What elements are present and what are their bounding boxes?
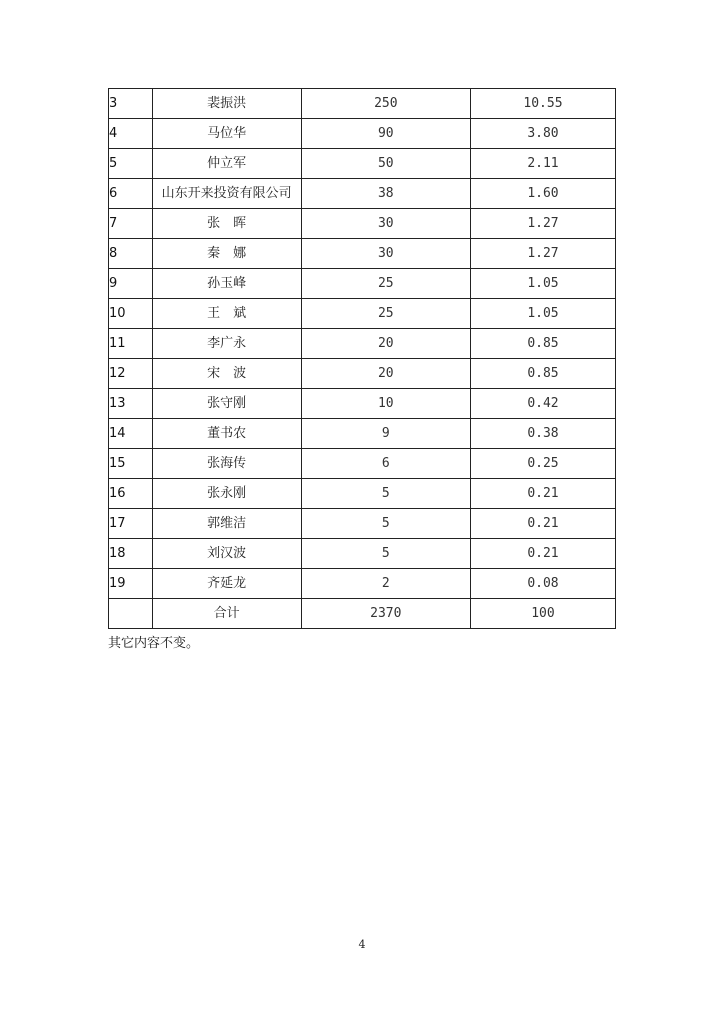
row-index-cell: 15 xyxy=(109,449,153,479)
shareholder-name-cell: 秦 娜 xyxy=(152,239,301,269)
contribution-amount-cell: 2370 xyxy=(301,599,470,629)
shareholder-name-cell: 裴振洪 xyxy=(152,89,301,119)
shareholder-name-cell: 仲立军 xyxy=(152,149,301,179)
share-percent-cell: 0.42 xyxy=(470,389,615,419)
shareholder-table-body xyxy=(109,89,616,629)
row-index-cell: 7 xyxy=(109,209,153,239)
share-percent-cell: 1.05 xyxy=(470,269,615,299)
contribution-amount-cell: 25 xyxy=(301,269,470,299)
shareholder-name-cell: 李广永 xyxy=(152,329,301,359)
shareholder-name-cell: 刘汉波 xyxy=(152,539,301,569)
shareholder-name-cell: 马位华 xyxy=(152,119,301,149)
shareholder-name-cell: 王 斌 xyxy=(152,299,301,329)
table-row xyxy=(109,389,616,419)
shareholder-name-cell: 山东开来投资有限公司 xyxy=(152,179,301,209)
table-total-row xyxy=(109,599,616,629)
table-row xyxy=(109,89,616,119)
row-index-cell: 11 xyxy=(109,329,153,359)
table-row xyxy=(109,509,616,539)
share-percent-cell: 0.21 xyxy=(470,509,615,539)
row-index-cell: 17 xyxy=(109,509,153,539)
row-index-cell: 6 xyxy=(109,179,153,209)
table-row xyxy=(109,209,616,239)
shareholder-name-cell: 齐延龙 xyxy=(152,569,301,599)
contribution-amount-cell: 90 xyxy=(301,119,470,149)
shareholder-table xyxy=(108,88,616,629)
share-percent-cell: 100 xyxy=(470,599,615,629)
contribution-amount-cell: 38 xyxy=(301,179,470,209)
contribution-amount-cell: 20 xyxy=(301,359,470,389)
row-index-cell: 5 xyxy=(109,149,153,179)
row-index-cell xyxy=(109,599,153,629)
contribution-amount-cell: 30 xyxy=(301,209,470,239)
row-index-cell: 16 xyxy=(109,479,153,509)
share-percent-cell: 0.85 xyxy=(470,359,615,389)
contribution-amount-cell: 10 xyxy=(301,389,470,419)
row-index-cell: 18 xyxy=(109,539,153,569)
row-index-cell: 10 xyxy=(109,299,153,329)
shareholder-name-cell: 张守刚 xyxy=(152,389,301,419)
row-index-cell: 9 xyxy=(109,269,153,299)
row-index-cell: 14 xyxy=(109,419,153,449)
table-row xyxy=(109,119,616,149)
row-index-cell: 8 xyxy=(109,239,153,269)
share-percent-cell: 0.08 xyxy=(470,569,615,599)
row-index-cell: 4 xyxy=(109,119,153,149)
shareholder-name-cell: 宋 波 xyxy=(152,359,301,389)
contribution-amount-cell: 250 xyxy=(301,89,470,119)
table-row xyxy=(109,239,616,269)
shareholder-name-cell: 董书农 xyxy=(152,419,301,449)
table-row xyxy=(109,569,616,599)
shareholder-name-cell: 孙玉峰 xyxy=(152,269,301,299)
shareholder-name-cell: 张 晖 xyxy=(152,209,301,239)
contribution-amount-cell: 6 xyxy=(301,449,470,479)
row-index-cell: 19 xyxy=(109,569,153,599)
contribution-amount-cell: 5 xyxy=(301,539,470,569)
contribution-amount-cell: 2 xyxy=(301,569,470,599)
contribution-amount-cell: 5 xyxy=(301,509,470,539)
share-percent-cell: 1.27 xyxy=(470,209,615,239)
contribution-amount-cell: 25 xyxy=(301,299,470,329)
table-row xyxy=(109,149,616,179)
table-row xyxy=(109,479,616,509)
contribution-amount-cell: 9 xyxy=(301,419,470,449)
page-number: 4 xyxy=(358,938,366,951)
share-percent-cell: 10.55 xyxy=(470,89,615,119)
row-index-cell: 12 xyxy=(109,359,153,389)
shareholder-name-cell: 郭维洁 xyxy=(152,509,301,539)
table-row xyxy=(109,179,616,209)
share-percent-cell: 0.85 xyxy=(470,329,615,359)
share-percent-cell: 2.11 xyxy=(470,149,615,179)
table-row xyxy=(109,449,616,479)
row-index-cell: 13 xyxy=(109,389,153,419)
shareholder-name-cell: 张永刚 xyxy=(152,479,301,509)
table-row xyxy=(109,299,616,329)
table-row xyxy=(109,539,616,569)
table-row xyxy=(109,419,616,449)
share-percent-cell: 1.27 xyxy=(470,239,615,269)
share-percent-cell: 0.21 xyxy=(470,539,615,569)
table-row xyxy=(109,269,616,299)
share-percent-cell: 0.38 xyxy=(470,419,615,449)
share-percent-cell: 0.21 xyxy=(470,479,615,509)
closing-note: 其它内容不变。 xyxy=(108,636,200,651)
contribution-amount-cell: 30 xyxy=(301,239,470,269)
share-percent-cell: 0.25 xyxy=(470,449,615,479)
contribution-amount-cell: 5 xyxy=(301,479,470,509)
contribution-amount-cell: 20 xyxy=(301,329,470,359)
share-percent-cell: 3.80 xyxy=(470,119,615,149)
table-row xyxy=(109,359,616,389)
share-percent-cell: 1.60 xyxy=(470,179,615,209)
shareholder-name-cell: 合计 xyxy=(152,599,301,629)
row-index-cell: 3 xyxy=(109,89,153,119)
share-percent-cell: 1.05 xyxy=(470,299,615,329)
shareholder-name-cell: 张海传 xyxy=(152,449,301,479)
contribution-amount-cell: 50 xyxy=(301,149,470,179)
table-row xyxy=(109,329,616,359)
